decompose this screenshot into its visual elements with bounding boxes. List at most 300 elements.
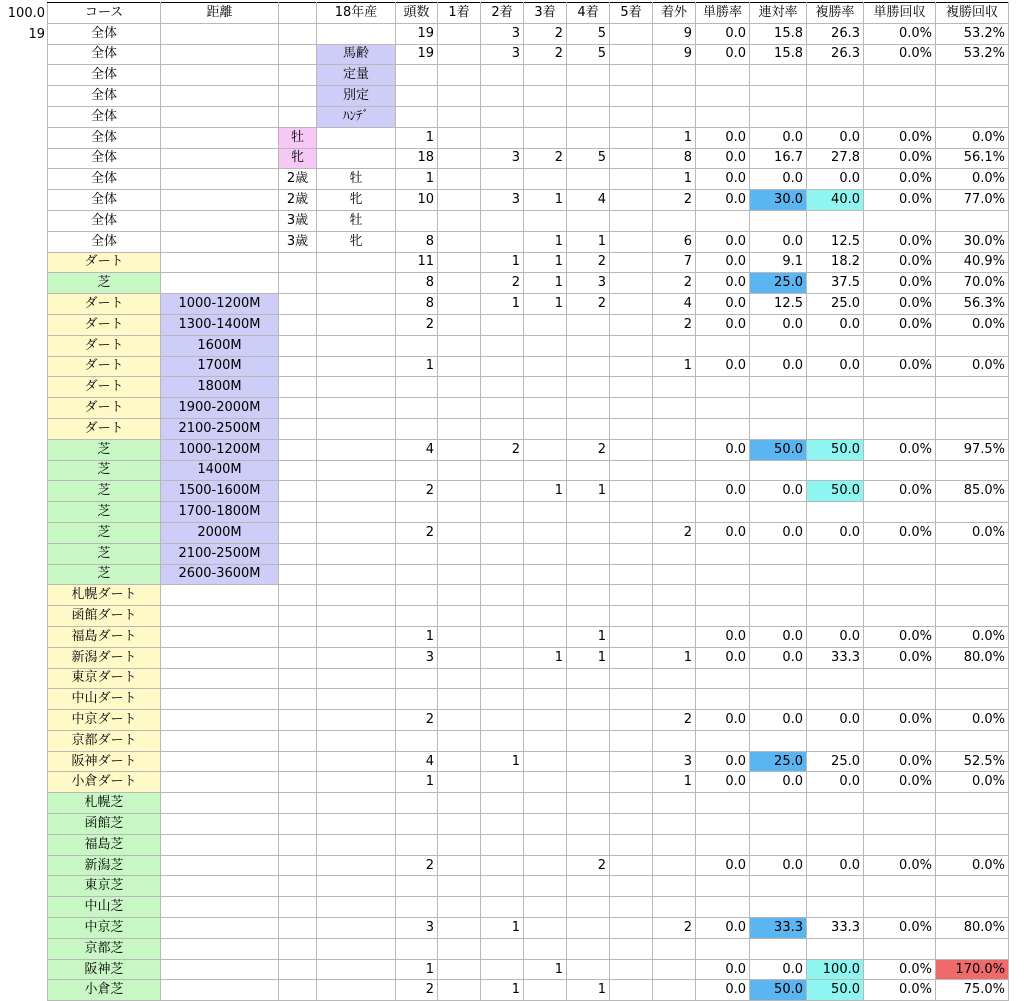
course-cell: 中京ダート (48, 710, 161, 731)
quinella-rate-cell: 0.0 (750, 127, 807, 148)
third-cell (524, 668, 567, 689)
show-rate-cell: 50.0 (807, 439, 864, 460)
third-cell: 1 (524, 294, 567, 315)
race-type-cell (317, 751, 396, 772)
sex-age-cell (279, 377, 317, 398)
show-rate-cell (807, 418, 864, 439)
third-cell (524, 626, 567, 647)
show-rate-cell: 27.8 (807, 148, 864, 169)
third-cell (524, 834, 567, 855)
show-return-cell: 30.0% (936, 231, 1009, 252)
distance-cell (161, 127, 279, 148)
sex-age-cell (279, 606, 317, 627)
win-return-cell (864, 689, 936, 710)
second-cell (481, 314, 524, 335)
first-cell (438, 689, 481, 710)
header-show-return: 複勝回収 (936, 3, 1009, 24)
fourth-cell: 2 (567, 294, 610, 315)
sex-age-cell (279, 855, 317, 876)
sex-age-cell (279, 980, 317, 1001)
first-cell (438, 897, 481, 918)
table-row (48, 314, 1009, 335)
win-rate-cell: 0.0 (696, 439, 750, 460)
race-type-cell (317, 918, 396, 939)
head-count-cell (396, 460, 438, 481)
course-cell: 福島芝 (48, 834, 161, 855)
show-return-cell: 77.0% (936, 190, 1009, 211)
show-return-cell (936, 876, 1009, 897)
show-return-cell: 0.0% (936, 855, 1009, 876)
out-of-place-cell (653, 730, 696, 751)
sex-age-cell (279, 543, 317, 564)
win-return-cell (864, 814, 936, 835)
win-return-cell: 0.0% (864, 356, 936, 377)
course-cell: 札幌芝 (48, 793, 161, 814)
sex-age-cell (279, 814, 317, 835)
first-cell (438, 294, 481, 315)
show-rate-cell: 0.0 (807, 127, 864, 148)
head-count-cell (396, 730, 438, 751)
quinella-rate-cell (750, 897, 807, 918)
second-cell (481, 585, 524, 606)
third-cell: 1 (524, 273, 567, 294)
sex-age-cell (279, 314, 317, 335)
out-of-place-cell (653, 834, 696, 855)
fifth-cell (610, 689, 653, 710)
table-row (48, 210, 1009, 231)
fifth-cell (610, 876, 653, 897)
third-cell (524, 855, 567, 876)
course-cell: 中京芝 (48, 918, 161, 939)
header-third: 3着 (524, 3, 567, 24)
fifth-cell (610, 918, 653, 939)
win-rate-cell: 0.0 (696, 356, 750, 377)
second-cell (481, 460, 524, 481)
out-of-place-cell (653, 106, 696, 127)
sex-age-cell (279, 710, 317, 731)
third-cell (524, 356, 567, 377)
table-row (48, 169, 1009, 190)
show-rate-cell (807, 730, 864, 751)
distance-cell (161, 897, 279, 918)
out-of-place-cell (653, 439, 696, 460)
table-row (48, 398, 1009, 419)
sex-age-cell (279, 876, 317, 897)
race-type-cell (317, 834, 396, 855)
table-row (48, 23, 1009, 44)
table-row (48, 148, 1009, 169)
third-cell (524, 65, 567, 86)
fifth-cell (610, 231, 653, 252)
win-return-cell (864, 460, 936, 481)
distance-cell: 1400M (161, 460, 279, 481)
show-return-cell: 70.0% (936, 273, 1009, 294)
fifth-cell (610, 106, 653, 127)
head-count-cell (396, 543, 438, 564)
first-cell (438, 460, 481, 481)
show-rate-cell (807, 793, 864, 814)
head-count-cell: 2 (396, 314, 438, 335)
corner-count-value: 19 (28, 27, 45, 42)
first-cell (438, 938, 481, 959)
out-of-place-cell: 2 (653, 314, 696, 335)
race-type-cell: 牝 (317, 190, 396, 211)
quinella-rate-cell: 0.0 (750, 959, 807, 980)
fourth-cell (567, 834, 610, 855)
sex-age-cell (279, 668, 317, 689)
fifth-cell (610, 398, 653, 419)
fourth-cell: 2 (567, 252, 610, 273)
head-count-cell (396, 418, 438, 439)
win-return-cell: 0.0% (864, 626, 936, 647)
show-return-cell (936, 210, 1009, 231)
first-cell (438, 23, 481, 44)
second-cell (481, 606, 524, 627)
fourth-cell (567, 710, 610, 731)
fifth-cell (610, 377, 653, 398)
third-cell (524, 918, 567, 939)
second-cell: 3 (481, 44, 524, 65)
third-cell: 1 (524, 252, 567, 273)
course-cell: 京都ダート (48, 730, 161, 751)
head-count-cell: 4 (396, 751, 438, 772)
fourth-cell (567, 86, 610, 107)
out-of-place-cell (653, 876, 696, 897)
show-return-cell: 53.2% (936, 23, 1009, 44)
head-count-cell (396, 793, 438, 814)
table-row (48, 460, 1009, 481)
fourth-cell (567, 606, 610, 627)
second-cell (481, 959, 524, 980)
head-count-cell: 1 (396, 772, 438, 793)
head-count-cell (396, 106, 438, 127)
win-return-cell: 0.0% (864, 127, 936, 148)
fifth-cell (610, 793, 653, 814)
table-row (48, 231, 1009, 252)
head-count-cell: 2 (396, 481, 438, 502)
out-of-place-cell: 4 (653, 294, 696, 315)
third-cell: 1 (524, 190, 567, 211)
table-row (48, 980, 1009, 1001)
first-cell (438, 210, 481, 231)
fifth-cell (610, 938, 653, 959)
show-return-cell (936, 418, 1009, 439)
distance-cell: 1900-2000M (161, 398, 279, 419)
show-rate-cell (807, 689, 864, 710)
course-cell: 全体 (48, 23, 161, 44)
course-cell: 阪神ダート (48, 751, 161, 772)
show-rate-cell: 0.0 (807, 710, 864, 731)
quinella-rate-cell: 0.0 (750, 626, 807, 647)
win-return-cell: 0.0% (864, 294, 936, 315)
quinella-rate-cell: 12.5 (750, 294, 807, 315)
out-of-place-cell: 2 (653, 710, 696, 731)
out-of-place-cell (653, 460, 696, 481)
sex-age-cell (279, 481, 317, 502)
win-return-cell (864, 65, 936, 86)
show-rate-cell (807, 543, 864, 564)
second-cell: 1 (481, 751, 524, 772)
distance-cell: 1000-1200M (161, 294, 279, 315)
sex-age-cell (279, 356, 317, 377)
race-type-cell: 別定 (317, 86, 396, 107)
fifth-cell (610, 834, 653, 855)
third-cell: 2 (524, 44, 567, 65)
sex-age-cell (279, 439, 317, 460)
head-count-cell (396, 86, 438, 107)
show-return-cell: 0.0% (936, 314, 1009, 335)
quinella-rate-cell: 0.0 (750, 710, 807, 731)
header-race-type: 18年産 (317, 3, 396, 24)
table-row (48, 793, 1009, 814)
win-return-cell (864, 730, 936, 751)
course-cell: 阪神芝 (48, 959, 161, 980)
header-sex-age (279, 3, 317, 24)
course-cell: 函館ダート (48, 606, 161, 627)
distance-cell (161, 938, 279, 959)
fifth-cell (610, 959, 653, 980)
head-count-cell (396, 564, 438, 585)
distance-cell (161, 626, 279, 647)
fifth-cell (610, 190, 653, 211)
table-row (48, 273, 1009, 294)
fifth-cell (610, 980, 653, 1001)
third-cell (524, 377, 567, 398)
show-rate-cell (807, 398, 864, 419)
fifth-cell (610, 814, 653, 835)
fifth-cell (610, 148, 653, 169)
first-cell (438, 106, 481, 127)
show-rate-cell: 0.0 (807, 522, 864, 543)
win-return-cell: 0.0% (864, 148, 936, 169)
table-row (48, 751, 1009, 772)
header-distance: 距離 (161, 3, 279, 24)
out-of-place-cell (653, 210, 696, 231)
race-type-cell: 牝 (317, 231, 396, 252)
fifth-cell (610, 335, 653, 356)
table-row (48, 356, 1009, 377)
show-rate-cell: 100.0 (807, 959, 864, 980)
distance-cell (161, 210, 279, 231)
fourth-cell (567, 314, 610, 335)
fourth-cell (567, 918, 610, 939)
show-rate-cell (807, 502, 864, 523)
first-cell (438, 335, 481, 356)
distance-cell (161, 751, 279, 772)
table-row (48, 335, 1009, 356)
fifth-cell (610, 86, 653, 107)
table-row (48, 65, 1009, 86)
first-cell (438, 439, 481, 460)
win-return-cell: 0.0% (864, 751, 936, 772)
course-cell: 芝 (48, 564, 161, 585)
head-count-cell (396, 210, 438, 231)
head-count-cell (396, 668, 438, 689)
race-type-cell (317, 522, 396, 543)
third-cell (524, 730, 567, 751)
win-rate-cell (696, 335, 750, 356)
win-rate-cell (696, 86, 750, 107)
distance-cell (161, 23, 279, 44)
table-row (48, 377, 1009, 398)
table-row (48, 606, 1009, 627)
course-cell: ダート (48, 418, 161, 439)
first-cell (438, 606, 481, 627)
head-count-cell: 8 (396, 273, 438, 294)
quinella-rate-cell (750, 398, 807, 419)
table-row (48, 106, 1009, 127)
distance-cell (161, 606, 279, 627)
second-cell (481, 564, 524, 585)
out-of-place-cell (653, 897, 696, 918)
race-type-cell (317, 730, 396, 751)
sex-age-cell: 牝 (279, 148, 317, 169)
show-rate-cell: 0.0 (807, 772, 864, 793)
out-of-place-cell (653, 502, 696, 523)
out-of-place-cell: 2 (653, 273, 696, 294)
third-cell (524, 980, 567, 1001)
win-rate-cell (696, 834, 750, 855)
fifth-cell (610, 751, 653, 772)
course-cell: 小倉ダート (48, 772, 161, 793)
show-return-cell: 170.0% (936, 959, 1009, 980)
sex-age-cell (279, 44, 317, 65)
sex-age-cell (279, 252, 317, 273)
course-cell: 全体 (48, 127, 161, 148)
third-cell: 1 (524, 647, 567, 668)
show-rate-cell (807, 335, 864, 356)
show-rate-cell (807, 834, 864, 855)
win-rate-cell: 0.0 (696, 647, 750, 668)
out-of-place-cell (653, 855, 696, 876)
out-of-place-cell: 9 (653, 23, 696, 44)
third-cell (524, 439, 567, 460)
sex-age-cell (279, 834, 317, 855)
race-type-cell: 定量 (317, 65, 396, 86)
course-cell: 全体 (48, 169, 161, 190)
fourth-cell (567, 585, 610, 606)
quinella-rate-cell (750, 106, 807, 127)
third-cell (524, 710, 567, 731)
table-row (48, 585, 1009, 606)
win-return-cell: 0.0% (864, 855, 936, 876)
fourth-cell: 1 (567, 481, 610, 502)
first-cell (438, 543, 481, 564)
fourth-cell: 5 (567, 23, 610, 44)
show-rate-cell (807, 106, 864, 127)
second-cell (481, 65, 524, 86)
sex-age-cell (279, 23, 317, 44)
show-rate-cell: 0.0 (807, 626, 864, 647)
course-cell: 東京芝 (48, 876, 161, 897)
third-cell (524, 210, 567, 231)
fifth-cell (610, 502, 653, 523)
first-cell (438, 231, 481, 252)
quinella-rate-cell (750, 793, 807, 814)
win-return-cell: 0.0% (864, 314, 936, 335)
course-cell: ダート (48, 252, 161, 273)
win-return-cell (864, 793, 936, 814)
out-of-place-cell: 2 (653, 522, 696, 543)
race-type-cell (317, 418, 396, 439)
quinella-rate-cell (750, 418, 807, 439)
show-return-cell (936, 606, 1009, 627)
fourth-cell: 1 (567, 647, 610, 668)
header-out-of-place: 着外 (653, 3, 696, 24)
first-cell (438, 855, 481, 876)
out-of-place-cell: 1 (653, 647, 696, 668)
show-return-cell: 80.0% (936, 918, 1009, 939)
win-return-cell (864, 377, 936, 398)
fourth-cell: 5 (567, 148, 610, 169)
win-return-cell: 0.0% (864, 481, 936, 502)
show-rate-cell (807, 460, 864, 481)
second-cell (481, 356, 524, 377)
second-cell (481, 689, 524, 710)
first-cell (438, 418, 481, 439)
win-rate-cell (696, 876, 750, 897)
second-cell (481, 231, 524, 252)
first-cell (438, 751, 481, 772)
first-cell (438, 252, 481, 273)
show-rate-cell: 0.0 (807, 356, 864, 377)
sex-age-cell: 3歳 (279, 231, 317, 252)
show-rate-cell: 25.0 (807, 294, 864, 315)
distance-cell (161, 772, 279, 793)
race-type-cell (317, 793, 396, 814)
table-row (48, 439, 1009, 460)
quinella-rate-cell: 0.0 (750, 772, 807, 793)
sex-age-cell (279, 460, 317, 481)
fifth-cell (610, 23, 653, 44)
second-cell: 1 (481, 294, 524, 315)
distance-cell: 1800M (161, 377, 279, 398)
quinella-rate-cell (750, 377, 807, 398)
quinella-rate-cell (750, 585, 807, 606)
out-of-place-cell (653, 793, 696, 814)
fourth-cell: 5 (567, 44, 610, 65)
win-return-cell: 0.0% (864, 231, 936, 252)
show-rate-cell: 26.3 (807, 23, 864, 44)
quinella-rate-cell (750, 543, 807, 564)
second-cell (481, 938, 524, 959)
table-row (48, 876, 1009, 897)
head-count-cell: 3 (396, 647, 438, 668)
table-row (48, 252, 1009, 273)
quinella-rate-cell: 0.0 (750, 231, 807, 252)
third-cell (524, 398, 567, 419)
head-count-cell: 10 (396, 190, 438, 211)
distance-cell (161, 959, 279, 980)
win-rate-cell: 0.0 (696, 918, 750, 939)
race-type-cell (317, 876, 396, 897)
second-cell (481, 522, 524, 543)
fifth-cell (610, 252, 653, 273)
show-rate-cell: 33.3 (807, 918, 864, 939)
show-rate-cell: 25.0 (807, 751, 864, 772)
race-type-cell: 牡 (317, 210, 396, 231)
distance-cell (161, 231, 279, 252)
show-rate-cell: 12.5 (807, 231, 864, 252)
show-rate-cell (807, 876, 864, 897)
course-cell: ダート (48, 356, 161, 377)
quinella-rate-cell (750, 86, 807, 107)
second-cell (481, 335, 524, 356)
out-of-place-cell (653, 377, 696, 398)
table-row (48, 522, 1009, 543)
out-of-place-cell: 2 (653, 190, 696, 211)
distance-cell: 1600M (161, 335, 279, 356)
